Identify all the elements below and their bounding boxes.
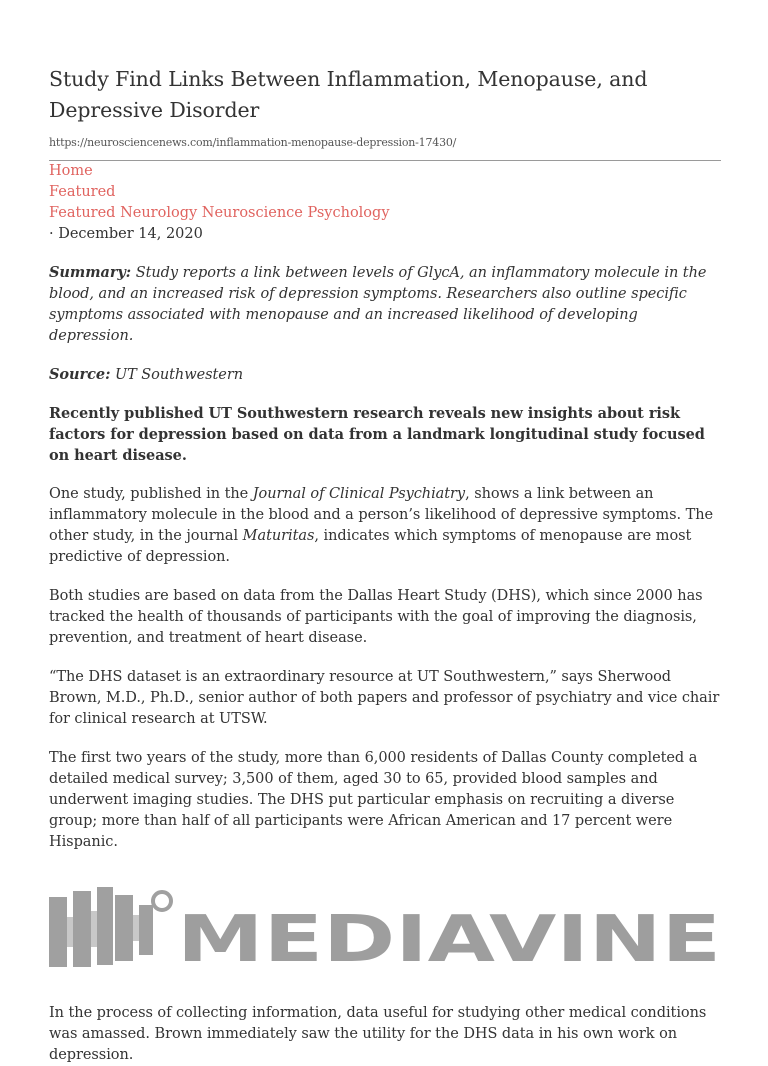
paragraph-1-text-c: , indicates which symptoms of menopause are most predictive of depression. <box>49 528 692 565</box>
journal-name-1: Journal of Clinical Psychiatry <box>252 486 466 502</box>
mediavine-wordmark: MEDIAVINE <box>177 903 721 973</box>
article-summary <box>49 262 721 347</box>
publish-date: · December 14, 2020 <box>49 226 203 242</box>
journal-name-2: Maturitas <box>242 528 315 544</box>
article-meta <box>49 161 721 245</box>
source-label: Source: <box>49 366 111 383</box>
paragraph-5: In the process of collecting information, data useful for studying other medical conditions was amassed. Brown immediately saw the utility for the DHS data in his own work on depression. <box>49 1005 707 1063</box>
breadcrumb-featured-link[interactable]: Featured <box>49 184 116 200</box>
article-title: Study Find Links Between Inflammation, Menopause, and Depressive Disorder <box>49 67 648 122</box>
paragraph-4: The first two years of the study, more than 6,000 residents of Dallas County completed a detailed medical survey; 3,500 of them, aged 30 to 65, provided blood samples and underwent imaging studies. The DHS put particular emphasis on recruiting a diverse group; more than half of all participants were African American and 17 percent were Hispanic. <box>49 750 698 850</box>
summary-text: Study reports a link between levels of GlycA, an inflammatory molecule in the blood, and an increased risk of depression symptoms. Researchers also outline specific symptoms associated with menopause and an increased likelihood of developing depression. <box>49 265 707 344</box>
paragraph-2: Both studies are based on data from the Dallas Heart Study (DHS), which since 2000 has tracked the health of thousands of participants with the goal of improving the diagnosis, prevention, and treatment of heart disease. <box>49 588 703 646</box>
paragraph-3: “The DHS dataset is an extraordinary resource at UT Southwestern,” says Sherwood Brown, M.D., Ph.D., senior author of both papers and professor of psychiatry and vice chair for clinical research at UTSW. <box>49 669 720 727</box>
breadcrumb-home-link[interactable]: Home <box>49 163 93 179</box>
mediavine-ad-placeholder[interactable] <box>49 887 721 973</box>
article-source <box>49 364 721 386</box>
article-url[interactable]: https://neurosciencenews.com/inflammation-menopause-depression-17430/ <box>49 136 457 149</box>
article-content <box>49 0 721 1066</box>
paragraph-1-text-b: , shows a link between an inflammatory molecule in the blood and a person’s likelihood of depressive symptoms. The other study, in the journal <box>49 486 714 544</box>
paragraph-1 <box>49 484 721 568</box>
mediavine-logo-icon <box>49 887 721 973</box>
paragraph-1-text-a: One study, published in the <box>49 486 253 502</box>
category-links[interactable]: Featured Neurology Neuroscience Psychology <box>49 205 390 221</box>
summary-label: Summary: <box>49 264 132 281</box>
article-lead: Recently published UT Southwestern research reveals new insights about risk factors for depression based on data from a landmark longitudinal study focused on heart disease. <box>49 405 705 464</box>
source-text: UT Southwestern <box>114 367 243 383</box>
